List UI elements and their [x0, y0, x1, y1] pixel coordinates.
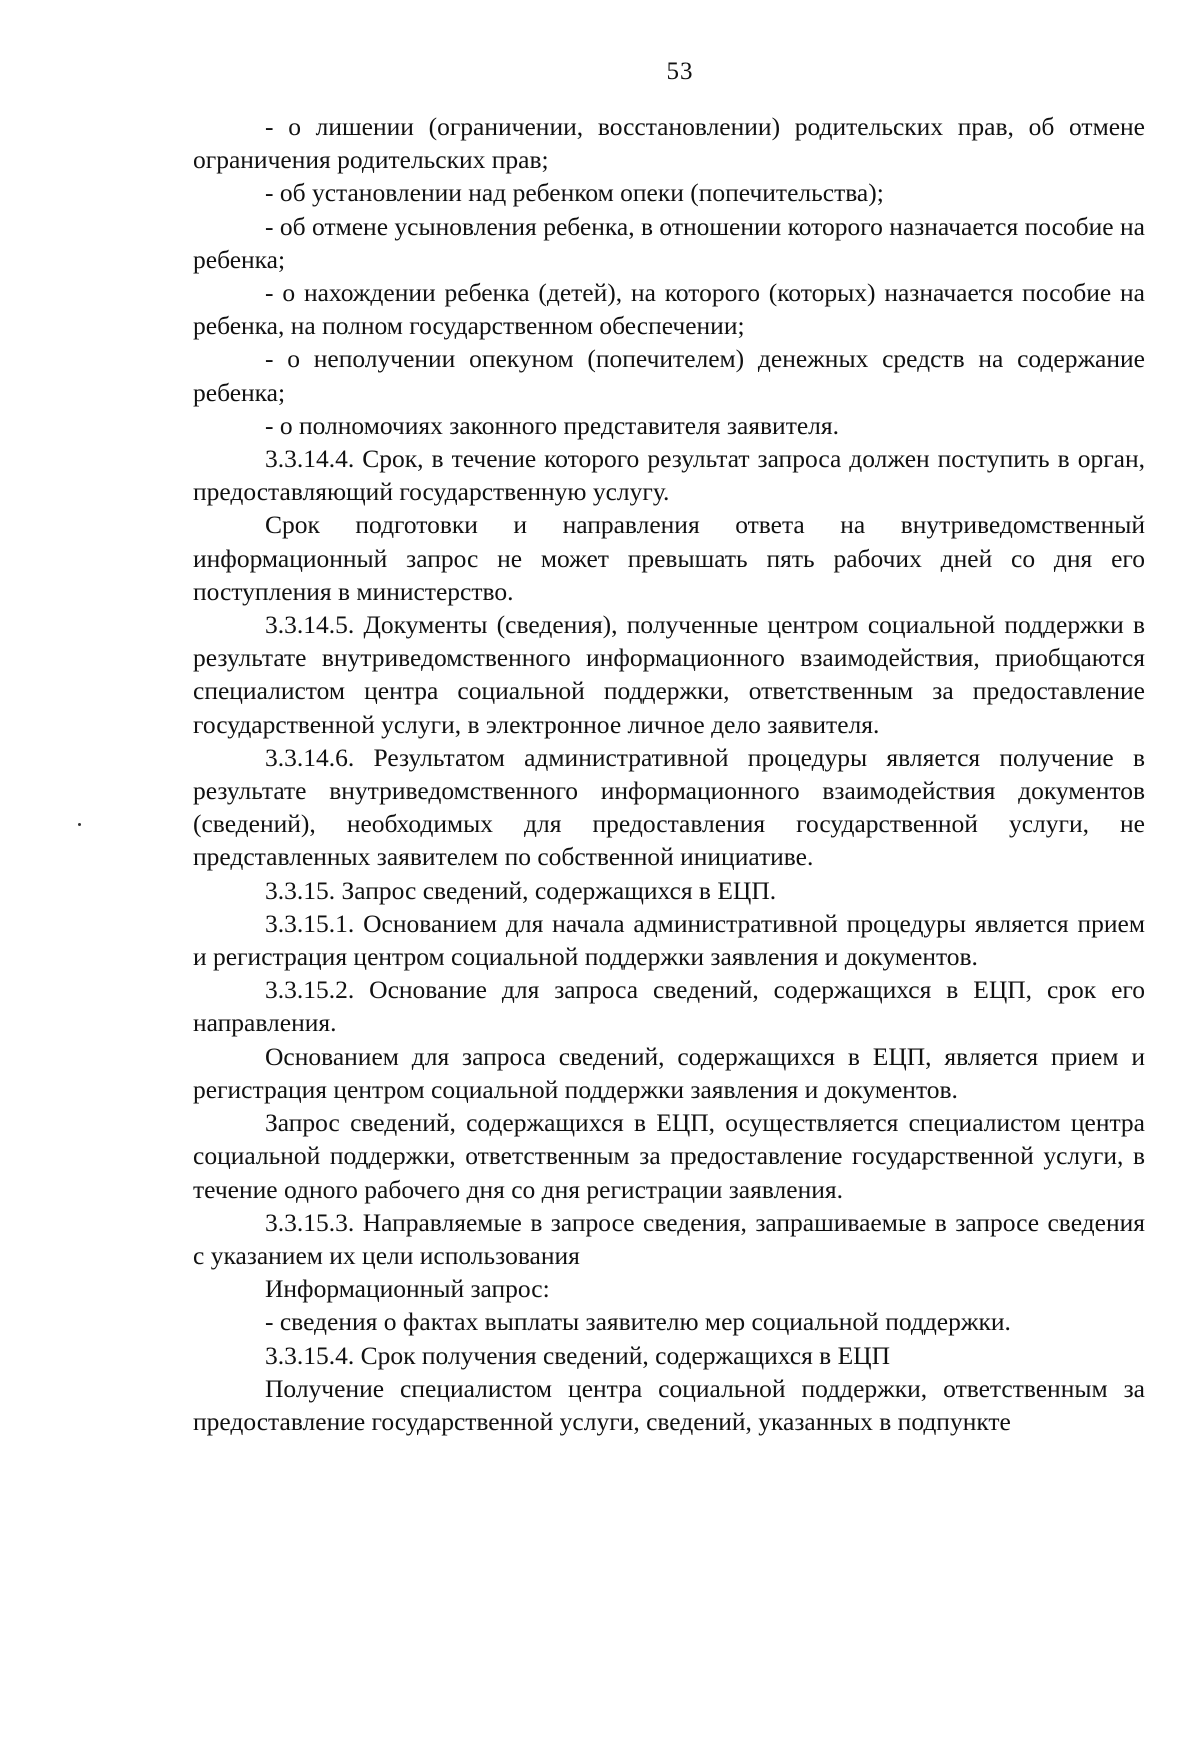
document-body [193, 110, 1145, 1438]
list-item: - об установлении над ребенком опеки (попечительства); [265, 178, 884, 208]
paragraph: Основанием для запроса сведений, содержащихся в ЕЦП, является прием и регистрация центром социальной поддержки заявления и документов. [193, 1041, 1145, 1104]
paragraph: 3.3.14.6. Результатом административной процедуры является получение в результате внутриведомственного информационного взаимодействия документов (сведений), необходимых для предоставления государственной услуги, не представленных заявителем по собственной инициативе. [193, 742, 1145, 872]
paragraph: 3.3.15.1. Основанием для начала административной процедуры является прием и регистрация центром социальной поддержки заявления и документов. [193, 908, 1145, 972]
paragraph: Информационный запрос: [265, 1274, 550, 1304]
list-item: - о нахождении ребенка (детей), на которого (которых) назначается пособие на ребенка, на полном государственном обеспечении; [193, 278, 1145, 341]
paragraph: 3.3.14.4. Срок, в течение которого результат запроса должен поступить в орган, предоставляющий государственную услугу. [193, 444, 1145, 507]
paragraph: 3.3.15.4. Срок получения сведений, содержащихся в ЕЦП [265, 1340, 890, 1370]
paragraph: 3.3.15.2. Основание для запроса сведений, содержащихся в ЕЦП, срок его направления. [193, 975, 1145, 1038]
list-item: - об отмене усыновления ребенка, в отношении которого назначается пособие на ребенка; [193, 211, 1145, 274]
list-item: - о лишении (ограничении, восстановлении) родительских прав, об отмене ограничения родительских прав; [193, 112, 1145, 175]
paragraph: Срок подготовки и направления ответа на внутриведомственный информационный запрос не может превышать пять рабочих дней со дня его поступления в министерство. [193, 510, 1145, 606]
paragraph: Получение специалистом центра социальной поддержки, ответственным за предоставление государственной услуги, сведений, указанных в подпункте [193, 1373, 1145, 1436]
list-item: - о неполучении опекуном (попечителем) денежных средств на содержание ребенка; [193, 344, 1145, 407]
list-item: - о полномочиях законного представителя заявителя. [265, 410, 839, 440]
paragraph: 3.3.14.5. Документы (сведения), полученные центром социальной поддержки в результате внутриведомственного информационного взаимодействия, приобщаются специалистом центра социальной поддержки, ответственным за предоставление государственной услуги, в электронное личное дело заявителя. [193, 610, 1145, 739]
section-heading: 3.3.15. Запрос сведений, содержащихся в ЕЦП. [265, 875, 777, 905]
paragraph: 3.3.15.3. Направляемые в запросе сведения, запрашиваемые в запросе сведения с указанием их цели использования [193, 1207, 1145, 1270]
paragraph: Запрос сведений, содержащихся в ЕЦП, осуществляется специалистом центра социальной поддержки, ответственным за предоставление государственной услуги, в течение одного рабочего дня со дня регистрации заявления. [193, 1108, 1145, 1204]
page-number: 53 [666, 58, 694, 85]
scan-speck [78, 823, 81, 826]
list-item: - сведения о фактах выплаты заявителю мер социальной поддержки. [265, 1307, 1011, 1337]
